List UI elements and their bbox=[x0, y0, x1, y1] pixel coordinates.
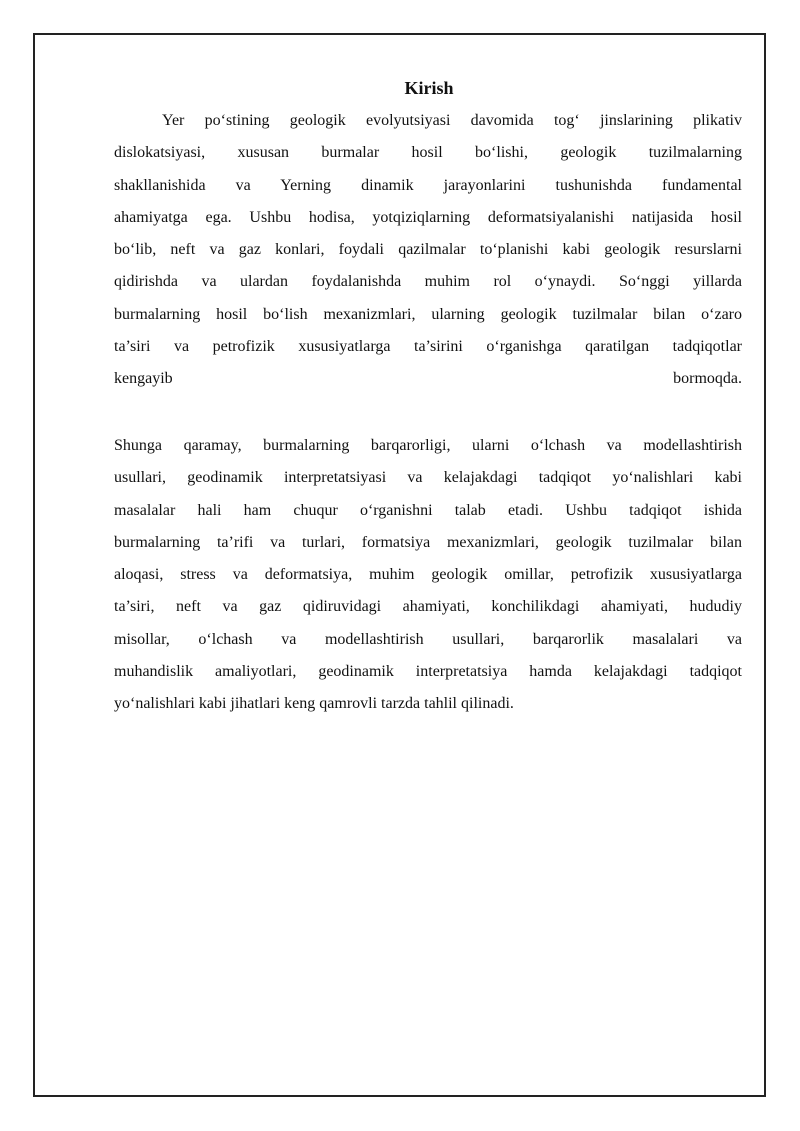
paragraph-1-line: shakllanishida va Yerning dinamik jarayonlarini tushunishda fundamental bbox=[114, 176, 742, 194]
document-title: Kirish bbox=[404, 78, 454, 98]
paragraph-2 bbox=[114, 430, 742, 721]
paragraph-2-line: muhandislik amaliyotlari, geodinamik interpretatsiya hamda kelajakdagi tadqiqot bbox=[114, 663, 742, 681]
paragraph-2-line: Shunga qaramay, burmalarning barqarorligi, ularni o‘lchash va modellashtirish bbox=[114, 437, 742, 454]
paragraph-1-line: ahamiyatga ega. Ushbu hodisa, yotqiziqlarning deformatsiyalanishi natijasida hosil bbox=[114, 208, 742, 226]
paragraph-2-line: misollar, o‘lchash va modellashtirish usullari, barqarorlik masalalari va bbox=[114, 630, 742, 648]
paragraph-2-line: ta’siri, neft va gaz qidiruvidagi ahamiyati, konchilikdagi ahamiyati, hududiy bbox=[114, 598, 742, 616]
paragraph-1 bbox=[114, 105, 742, 396]
paragraph-2-line: burmalarning ta’rifi va turlari, formatsiya mexanizmlari, geologik tuzilmalar bilan bbox=[114, 533, 742, 551]
paragraph-2-line: aloqasi, stress va deformatsiya, muhim geologik omillar, petrofizik xususiyatlarga bbox=[114, 566, 742, 584]
paragraph-1-line: kengayib bormoqda. bbox=[114, 370, 742, 388]
paragraph-1-line: burmalarning hosil bo‘lish mexanizmlari, ularning geologik tuzilmalar bilan o‘zaro bbox=[114, 305, 742, 323]
paragraph-2-line: masalalar hali ham chuqur o‘rganishni talab etadi. Ushbu tadqiqot ishida bbox=[114, 501, 742, 519]
paragraph-2-line: usullari, geodinamik interpretatsiyasi va kelajakdagi tadqiqot yo‘nalishlari kabi bbox=[114, 469, 742, 487]
paragraph-2-line: yo‘nalishlari kabi jihatlari keng qamrovli tarzda tahlil qilinadi. bbox=[114, 695, 514, 713]
paragraph-1-line: bo‘lib, neft va gaz konlari, foydali qazilmalar to‘planishi kabi geologik resurslarni bbox=[114, 241, 742, 259]
paragraph-1-line: ta’siri va petrofizik xususiyatlarga ta’sirini o‘rganishga qaratilgan tadqiqotlar bbox=[114, 338, 742, 356]
paragraph-1-line: Yer po‘stining geologik evolyutsiyasi davomida tog‘ jinslarining plikativ bbox=[162, 112, 742, 129]
paragraph-1-line: dislokatsiyasi, xususan burmalar hosil bo‘lishi, geologik tuzilmalarning bbox=[114, 144, 742, 162]
paragraph-1-line: qidirishda va ulardan foydalanishda muhim rol o‘ynaydi. So‘nggi yillarda bbox=[114, 273, 742, 291]
